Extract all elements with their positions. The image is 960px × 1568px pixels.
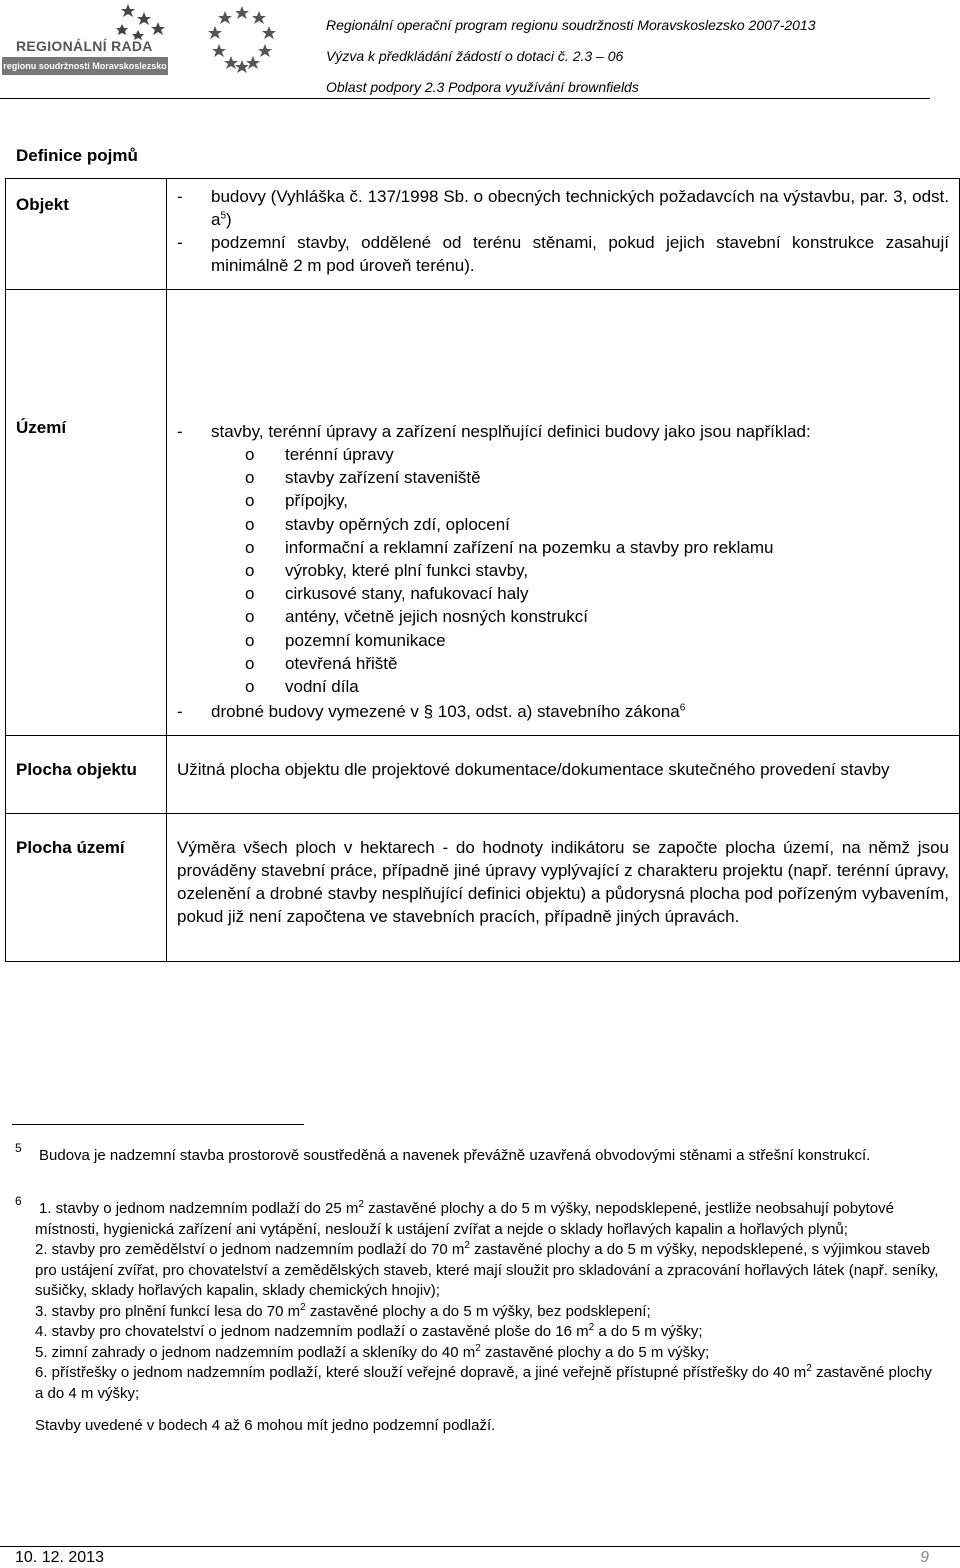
footnote-6-item-3: [35, 1302, 940, 1323]
uzemi-subitem: přípojky,: [285, 491, 348, 511]
page-number: 9: [920, 1549, 929, 1566]
list-item: [245, 559, 949, 582]
footer-date: 10. 12. 2013: [15, 1549, 104, 1566]
bullet-marker: o: [245, 491, 255, 511]
definitions-table: [5, 178, 960, 962]
uzemi-subitem: stavby opěrných zdí, oplocení: [285, 514, 510, 534]
fn6-item-6-b: zastavěné plochy a do 4 m výšky;: [35, 1364, 932, 1402]
bullet-marker: o: [245, 537, 255, 557]
eu-stars-icon: [187, 0, 297, 78]
list-item: [245, 675, 949, 698]
dash-marker: -: [177, 187, 183, 206]
objekt-item-2: podzemní stavby, oddělené od terénu stěnami, pokud jejich stavební konstrukce zasahují minimálně 2 m pod úroveň terénu).: [211, 233, 949, 275]
bullet-marker: o: [245, 514, 255, 534]
table-row-objekt: [6, 179, 960, 290]
uzemi-subitem: otevřená hřiště: [285, 653, 398, 673]
bullet-marker: o: [245, 677, 255, 697]
bullet-marker: o: [245, 584, 255, 604]
uzemi-intro: stavby, terénní úpravy a zařízení nesplňující definici budovy jako jsou například:: [211, 422, 811, 441]
term-plocha-objektu: Plocha objektu: [6, 736, 167, 814]
footnote-5-text: Budova je nadzemní stavba prostorově soustředěná a navenek převážně uzavřená obvodovými stěnami a střešní konstrukcí.: [39, 1147, 871, 1164]
footnote-6-number: 6: [15, 1194, 22, 1208]
footer-divider: [0, 1546, 960, 1547]
superscript-2: 2: [464, 1240, 470, 1251]
footnote-ref-6: 6: [679, 702, 686, 714]
uzemi-subitem: cirkusové stany, nafukovací haly: [285, 584, 529, 604]
fn6-item-1-b: zastavěné plochy a do 5 m výšky, nepodsklepené, jestliže neobsahují pobytové místnosti, hygienická zařízení ani vytápění, neslouží k ustájení zvířat a nejde o sklady hořlavých kapalin a hořlavých plynů;: [35, 1200, 894, 1238]
list-item: [245, 582, 949, 605]
superscript-2: 2: [358, 1199, 364, 1210]
uzemi-subitem: pozemní komunikace: [285, 630, 446, 650]
term-plocha-uzemi: Plocha území: [6, 814, 167, 962]
regionalni-rada-logo: [2, 0, 168, 78]
header-text: [326, 10, 816, 103]
superscript-2: 2: [588, 1322, 595, 1333]
list-item: [245, 629, 949, 652]
list-item: [245, 443, 949, 466]
fn6-item-5-a: 5. zimní zahrady o jednom nadzemním podlaží a skleníky do 40 m: [35, 1343, 476, 1361]
list-item: [245, 489, 949, 512]
definition-uzemi: [167, 290, 960, 736]
list-item: [245, 536, 949, 559]
fn6-item-2-b: zastavěné plochy a do 5 m výšky, nepodsklepené, s výjimkou staveb pro ustájení zvířat, pro chovatelství a zemědělských staveb, které mají sloužit pro skladování a zpracování hořlavých látek (např. seníky, sušičky, sklady hořlavých kapalin, sklady chemických hnojiv);: [35, 1241, 939, 1299]
footnote-6-body: [15, 1199, 940, 1437]
uzemi-subitem: vodní díla: [285, 677, 359, 697]
footnote-6-note: Stavby uvedené v bodech 4 až 6 mohou mít jedno podzemní podlaží.: [35, 1417, 496, 1434]
footnote-ref-5: 5: [220, 210, 227, 222]
fn6-item-4-b: a do 5 m výšky;: [594, 1323, 703, 1340]
superscript-2: 2: [475, 1342, 481, 1354]
header-line-3: Oblast podpory 2.3 Podpora využívání brownfields: [326, 79, 639, 95]
list-item: [245, 513, 949, 536]
fn6-item-5-b: zastavěné plochy a do 5 m výšky;: [480, 1343, 710, 1361]
footnote-6-item-6: [35, 1363, 940, 1404]
footnote-6: [15, 1194, 940, 1437]
objekt-item-1-close: ): [226, 210, 232, 229]
table-row-plocha-uzemi: [6, 814, 960, 962]
superscript-2: 2: [300, 1301, 306, 1313]
stars-icon: [114, 2, 168, 40]
header-line-2: Výzva k předkládání žádostí o dotaci č. 2.3 – 06: [326, 48, 624, 64]
eu-flag-logo: [187, 0, 297, 78]
term-uzemi: Území: [6, 290, 167, 736]
uzemi-subitem: stavby zařízení staveniště: [285, 468, 481, 488]
fn6-item-4-a: 4. stavby pro chovatelství o jednom nadzemním podlaží o zastavěné ploše do 16 m: [35, 1323, 589, 1340]
footnote-5-number: 5: [15, 1141, 22, 1155]
uzemi-subitem: informační a reklamní zařízení na pozemku a stavby pro reklamu: [285, 537, 774, 557]
bullet-marker: o: [245, 653, 255, 673]
bullet-marker: o: [245, 607, 255, 627]
header-line-1: Regionální operační program regionu soudržnosti Moravskoslezsko 2007-2013: [326, 17, 816, 33]
fn6-item-1-a: 1. stavby o jednom nadzemním podlaží do 25 m: [39, 1200, 359, 1217]
bullet-marker: o: [245, 468, 255, 488]
bullet-marker: o: [245, 445, 255, 464]
dash-marker: -: [177, 233, 183, 252]
fn6-item-2-a: 2. stavby pro zemědělství o jednom nadzemním podlaží do 70 m: [35, 1241, 465, 1258]
term-objekt: Objekt: [6, 179, 167, 290]
bullet-marker: o: [245, 561, 255, 581]
footnote-6-item-2: [35, 1240, 940, 1302]
bullet-marker: o: [245, 630, 255, 650]
fn6-item-3-b: zastavěné plochy a do 5 m výšky, bez podsklepení;: [305, 1302, 651, 1320]
page-header: [0, 0, 960, 100]
list-item: [245, 466, 949, 489]
logo-title: REGIONÁLNÍ RADA: [16, 38, 153, 54]
list-item: [177, 700, 949, 723]
uzemi-subitem: výrobky, které plní funkci stavby,: [285, 561, 529, 581]
list-item: [177, 420, 949, 443]
definition-objekt: [167, 179, 960, 290]
dash-marker: -: [177, 422, 183, 441]
table-row-uzemi: [6, 290, 960, 736]
footnote-6-item-1: [35, 1199, 940, 1240]
objekt-item-1: [211, 185, 949, 231]
fn6-item-3-a: 3. stavby pro plnění funkcí lesa do 70 m: [35, 1302, 301, 1320]
list-item: [245, 605, 949, 628]
uzemi-last-text: drobné budovy vymezené v § 103, odst. a) stavebního zákona: [211, 702, 680, 722]
footnote-divider: [12, 1124, 304, 1125]
footnote-5: [15, 1141, 940, 1167]
footnote-6-item-5: [35, 1343, 940, 1364]
fn6-item-6-a: 6. přístřešky o jednom nadzemním podlaží, které slouží veřejné dopravě, a jiné veřejně přístupné přístřešky do 40 m: [35, 1364, 807, 1381]
header-divider: [0, 98, 930, 99]
table-row-plocha-objektu: [6, 736, 960, 814]
logo-subtitle: regionu soudržnosti Moravskoslezsko: [2, 57, 168, 75]
uzemi-sublist: [177, 443, 949, 698]
footnote-6-item-4: [35, 1322, 940, 1343]
superscript-2: 2: [806, 1363, 812, 1374]
definition-plocha-objektu: Užitná plocha objektu dle projektové dokumentace/dokumentace skutečného provedení stavby: [167, 736, 960, 814]
definition-plocha-uzemi: Výměra všech ploch v hektarech - do hodnoty indikátoru se započte plocha území, na němž jsou prováděny stavební práce, případně jiné úpravy vyplývající z charakteru projektu (např. terénní úpravy, ozelenění a drobné stavby nesplňující definici objektu) a půdorysná plocha pod pořízeným vybavením, pokud již není započtena ve stavebních pracích, případně jiných úpravách.: [167, 814, 960, 962]
section-title: Definice pojmů: [16, 146, 138, 165]
list-item: [177, 185, 949, 231]
list-item: [245, 652, 949, 675]
uzemi-subitem: terénní úpravy: [285, 445, 394, 464]
uzemi-subitem: antény, včetně jejich nosných konstrukcí: [285, 607, 589, 627]
list-item: [177, 231, 949, 277]
dash-marker: -: [177, 702, 183, 722]
objekt-item-1-text: budovy (Vyhláška č. 137/1998 Sb. o obecných technických požadavcích na výstavbu, par. 3, odst. a: [211, 187, 949, 229]
uzemi-last-item: [211, 700, 949, 723]
